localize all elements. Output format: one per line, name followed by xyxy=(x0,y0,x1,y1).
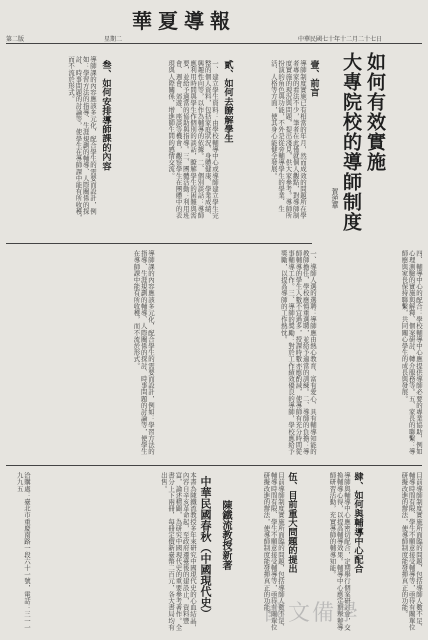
article-right-text: 四、輔導中心的配合：學校輔導中心應提供導師必要的專業協助，例如心理測驗的實施與解釋、個案研討、轉介服務等。五、家長的聯繫：導師應與家長保持聯繫，共同關心學生的成長與發展。 xyxy=(400,250,423,455)
page-label: 第二版 xyxy=(6,36,25,43)
book-contact: 洽購處：臺北市重慶南路一段六十一號，電話：三一一九九五 xyxy=(15,472,31,631)
section3-text: 導師課的內容應該多元化，配合學生的需要而設計，例如：學習方法的指導、生涯規劃的輔導、人際關係的探討、時事問題的討論等，使學生在導師課中能有所收穫，而不流於形式。 xyxy=(67,56,97,221)
section4-heading: 肆、如何與輔導中心配合 xyxy=(352,472,363,574)
book-author-heading: 陳鐵流教授新著 xyxy=(220,500,231,570)
page-header xyxy=(0,0,428,43)
section4-lead-text: 目前導師制度實施所面臨的問題，包括導師人數不足、輔導時間有限、學生不願意接受輔導等，亟待有關單位研擬改進的辦法，使導師制度能發揮真正的功能。 xyxy=(400,472,423,631)
article-author: 賀逆華 xyxy=(331,188,339,209)
article-title-line1: 如何有效實施 xyxy=(364,52,386,172)
header-rule xyxy=(6,43,422,44)
middle-rule xyxy=(6,243,312,244)
book-title-heading: 中華民國春秋（中國現代史） xyxy=(199,476,212,619)
masthead: 華夏導報 xyxy=(132,9,236,33)
weekday: 星期二 xyxy=(104,36,123,43)
issue-date: 中華民國七十年十二月二十七日 xyxy=(298,36,383,43)
section1-text: 導師制度實施已有相當的年月，然而成效的問題所在學者專家的看法不少，筆者在此僅就個人觀點，對導師制度實施的現況與問題，提出淺見，供大家參考。導師所扮演的角色與功能，不外是從旁輔導學生的學業、生活、人格等方面，使其身心能健全發展。 xyxy=(269,60,307,219)
section3-heading: 叁、如何安排導師課的內容 xyxy=(100,60,111,171)
article-middle-text-b: 導師課的內容應該多元化，配合學生的需要而設計，例如：學習方法的指導、生涯規劃的輔導、人際關係的探討、時事問題的討論等，使學生在導師課中能有所收穫，而不流於形式。 xyxy=(132,250,155,455)
section4-text: 導師與輔導中心應密切配合，定期舉行個案研討會，交換輔導心得，以提高輔導效果。輔導中心應定期舉辦導師研習活動，充實導師的輔導知能。 xyxy=(328,472,351,631)
section1-heading: 壹、前言 xyxy=(308,60,319,97)
section2-text: 一、建立學生資料：由學校輔導中心或導師建立學生完整的個人資料，包括家庭狀況、身體健康、學業成績、興趣性向等，以作為輔導的依據。二、個別談話：導師應利用時間與學生作個別的談話，瞭解學生的困難與需要，並給予適當的協助與指導。三、團體活動：利用班會、週會、郊遊、座談等機會，觀察學生在團體中的表現與人際關係，增進師生間的感情交流。 xyxy=(167,60,219,219)
article-middle-text-a: 一、導師人選的選聘：導師應由熱心教育、富有愛心、具有輔導知能的教師擔任，學校應慎重選聘，並給予適當的訓練。二、導師的負擔：導師輔導的學生人數不宜過多，授課時數亦應酌減，使導師有充分時間從事輔導工作。三、導師的獎勵：對於工作績效優良的導師，學校應給予獎勵，以提高導師的工作熱忱。 xyxy=(279,250,317,455)
archive-watermark: 國文備學 xyxy=(264,601,361,626)
book-notice-text: 本書為陳鐵流教授多年來研究中國現代史的心血結晶，內容自辛亥革命起，至政府遷臺後的建設止，資料豐富，論述精闢，為研究中國現代史的重要參考著作。全書分上下兩冊，每冊定價新臺幣二百元，各大書局均有出售。 xyxy=(159,472,197,631)
article-title-line2: 大專院校的導師制度 xyxy=(340,52,362,232)
section5-text: 目前導師制度實施所面臨的問題，包括導師人數不足、輔導時間有限、學生不願意接受輔導等，亟待有關單位研擬改進的辦法，使導師制度能發揮真正的功能。 xyxy=(262,472,285,631)
section2-heading: 貳、如何去瞭解學生 xyxy=(222,60,233,143)
lower-rule xyxy=(6,465,422,466)
section5-heading: 伍、目前重大問題的提出 xyxy=(286,472,297,574)
